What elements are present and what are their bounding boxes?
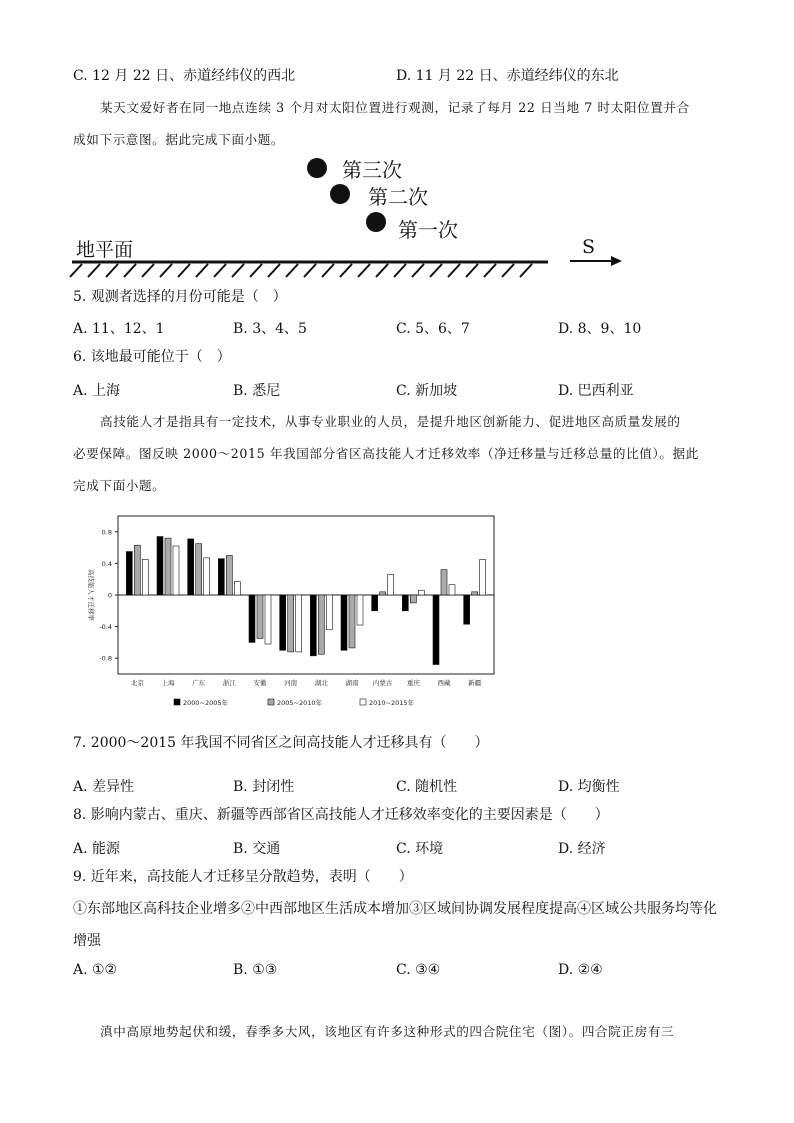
legend-label: 2000~2005年 xyxy=(183,699,229,707)
passage-2-line-3: 完成下面小题。 xyxy=(73,478,166,493)
x-tick-label: 西藏 xyxy=(437,679,451,687)
legend-label: 2010~2015年 xyxy=(369,699,415,707)
sun-first-observation xyxy=(366,212,386,232)
horizon-hatch-mark xyxy=(106,264,118,277)
bar xyxy=(410,595,416,603)
x-tick-label: 广东 xyxy=(192,679,206,687)
sun-third-observation xyxy=(307,158,327,178)
x-tick-label: 重庆 xyxy=(406,679,420,687)
q8-option-d[interactable]: D. 经济 xyxy=(558,841,606,857)
q7-option-c[interactable]: C. 随机性 xyxy=(396,779,458,795)
horizon-hatch-mark xyxy=(430,264,442,277)
horizon-hatch-mark xyxy=(484,264,496,277)
legend-swatch xyxy=(360,699,366,705)
q6-option-c[interactable]: C. 新加坡 xyxy=(396,383,458,399)
bar xyxy=(196,544,202,595)
horizon-hatch-mark xyxy=(160,264,172,277)
bar xyxy=(357,595,363,625)
y-tick-label: -0.8 xyxy=(99,654,112,663)
passage-1-line-2: 成如下示意图。据此完成下面小题。 xyxy=(73,132,285,147)
q9-option-a[interactable]: A. ①② xyxy=(73,962,118,978)
bar xyxy=(318,595,324,654)
passage-3-line-1: 滇中高原地势起伏和缓，春季多大风，该地区有许多这种形式的四合院住宅（图）。四合院正房有三 xyxy=(100,1024,675,1039)
y-tick-label: 0 xyxy=(107,591,112,600)
horizon-hatch-mark xyxy=(376,264,388,277)
horizon-hatch-mark xyxy=(394,264,406,277)
q6-option-a[interactable]: A. 上海 xyxy=(73,383,121,399)
legend-swatch xyxy=(174,699,180,705)
y-tick-label: 0.8 xyxy=(101,528,112,537)
horizon-hatch-mark xyxy=(268,264,280,277)
bar xyxy=(134,545,140,595)
horizon-hatch-mark xyxy=(178,264,190,277)
q6-stem: 6. 该地最可能位于（ ） xyxy=(73,349,231,365)
bar xyxy=(326,595,332,630)
q6-option-d[interactable]: D. 巴西利亚 xyxy=(558,383,634,399)
y-axis-label: 高技能人才迁移率 xyxy=(87,569,95,621)
horizon-hatch-mark xyxy=(448,264,460,277)
y-tick-label: 0.4 xyxy=(101,559,112,568)
horizon-hatch-mark xyxy=(286,264,298,277)
bar xyxy=(372,595,378,611)
horizon-hatch-mark xyxy=(196,264,208,277)
q4-option-d: D. 11 月 22 日、赤道经纬仪的东北 xyxy=(396,68,619,84)
label-second-observation: 第二次 xyxy=(368,185,428,209)
x-tick-label: 浙江 xyxy=(222,679,236,687)
bar xyxy=(165,538,171,595)
bar xyxy=(249,595,255,642)
q5-option-c[interactable]: C. 5、6、7 xyxy=(396,321,470,337)
x-tick-label: 内蒙古 xyxy=(372,679,393,687)
bar xyxy=(310,595,316,656)
q5-option-b[interactable]: B. 3、4、5 xyxy=(233,321,307,337)
bar xyxy=(204,558,210,595)
bar xyxy=(257,595,263,638)
bar xyxy=(280,595,286,650)
bar xyxy=(472,592,478,595)
bar xyxy=(418,590,424,595)
x-tick-label: 北京 xyxy=(130,679,144,687)
bar xyxy=(226,556,232,596)
bar xyxy=(218,559,224,595)
q4-option-c: C. 12 月 22 日、赤道经纬仪的西北 xyxy=(73,68,296,84)
y-tick-label: -0.4 xyxy=(99,623,112,632)
q9-statements-line-1: ①东部地区高科技企业增多②中西部地区生活成本增加③区域间协调发展程度提高④区域公共服务均等化 xyxy=(73,901,717,917)
bar xyxy=(173,546,179,595)
q9-option-c[interactable]: C. ③④ xyxy=(396,962,441,978)
passage-1 xyxy=(73,92,721,156)
bar xyxy=(388,574,394,595)
q8-option-b[interactable]: B. 交通 xyxy=(233,841,281,857)
bar xyxy=(402,595,408,611)
q7-stem: 7. 2000～2015 年我国不同省区之间高技能人才迁移具有（ ） xyxy=(73,735,489,751)
arrow-head-icon xyxy=(611,256,622,266)
passage-2-line-2: 必要保障。图反映 2000～2015 年我国部分省区高技能人才迁移效率（净迁移量与迁移总量的比值）。据此 xyxy=(73,446,699,461)
direction-label-south: S xyxy=(582,236,596,258)
q9-statements-line-2: 增强 xyxy=(73,933,101,949)
horizon-hatch-mark xyxy=(142,264,154,277)
bar xyxy=(349,595,355,648)
horizon-line xyxy=(0,255,794,285)
bar xyxy=(265,595,271,644)
x-tick-label: 湖南 xyxy=(345,679,359,687)
q9-stem: 9. 近年来，高技能人才迁移呈分散趋势，表明（ ） xyxy=(73,869,413,885)
q5-option-d[interactable]: D. 8、9、10 xyxy=(558,321,642,337)
horizon-hatch-mark xyxy=(340,264,352,277)
q5-option-a[interactable]: A. 11、12、1 xyxy=(73,321,165,337)
bar xyxy=(188,539,194,595)
bar xyxy=(142,559,148,595)
legend-label: 2005~2010年 xyxy=(277,699,323,707)
q8-stem: 8. 影响内蒙古、重庆、新疆等西部省区高技能人才迁移效率变化的主要因素是（ ） xyxy=(73,807,609,823)
bar xyxy=(341,595,347,650)
q7-option-b[interactable]: B. 封闭性 xyxy=(233,779,295,795)
passage-2-line-1: 高技能人才是指具有一定技术，从事专业职业的人员，是提升地区创新能力、促进地区高质量发展的 xyxy=(100,414,681,429)
bar xyxy=(234,582,240,595)
passage-1-line-1: 某天文爱好者在同一地点连续 3 个月对太阳位置进行观测，记录了每月 22 日当地 7 时太阳位置并合 xyxy=(100,100,690,115)
label-first-observation: 第一次 xyxy=(398,218,458,242)
horizon-hatch-mark xyxy=(502,264,514,277)
q9-option-d[interactable]: D. ②④ xyxy=(558,962,603,978)
horizon-hatch-mark xyxy=(214,264,226,277)
legend-swatch xyxy=(268,699,274,705)
bar xyxy=(464,595,470,624)
horizon-hatch-mark xyxy=(466,264,478,277)
q5-stem: 5. 观测者选择的月份可能是（ ） xyxy=(73,289,287,305)
passage-3 xyxy=(73,1016,721,1048)
migration-efficiency-chart xyxy=(80,510,520,715)
horizon-hatch-mark xyxy=(322,264,334,277)
q7-option-a[interactable]: A. 差异性 xyxy=(73,779,135,795)
horizon-hatch-mark xyxy=(70,264,82,277)
q7-option-d[interactable]: D. 均衡性 xyxy=(558,779,620,795)
horizon-hatch-mark xyxy=(412,264,424,277)
bar xyxy=(157,537,163,595)
x-tick-label: 湖北 xyxy=(314,679,328,687)
horizon-hatch-mark xyxy=(358,264,370,277)
horizon-hatch-mark xyxy=(250,264,262,277)
bar xyxy=(288,595,294,652)
horizon-hatch-mark xyxy=(232,264,244,277)
q6-option-b[interactable]: B. 悉尼 xyxy=(233,383,281,399)
horizon-label: 地平面 xyxy=(76,239,134,261)
x-tick-label: 河南 xyxy=(284,679,298,687)
horizon-hatch-mark xyxy=(88,264,100,277)
horizon-hatch-mark xyxy=(520,264,532,277)
x-tick-label: 上海 xyxy=(161,679,175,687)
q8-option-c[interactable]: C. 环境 xyxy=(396,841,444,857)
x-tick-label: 新疆 xyxy=(468,679,482,687)
bar xyxy=(433,595,439,665)
bar xyxy=(449,585,455,595)
bar xyxy=(480,559,486,595)
horizon-hatch-mark xyxy=(124,264,136,277)
horizon-hatch-mark xyxy=(304,264,316,277)
bar xyxy=(126,552,132,595)
bar xyxy=(441,570,447,595)
x-tick-label: 安徽 xyxy=(253,679,267,687)
sun-second-observation xyxy=(330,184,350,204)
label-third-observation: 第三次 xyxy=(342,158,402,182)
q8-option-a[interactable]: A. 能源 xyxy=(73,841,121,857)
bar xyxy=(296,595,302,652)
passage-2 xyxy=(73,406,721,502)
bar xyxy=(380,592,386,595)
q9-option-b[interactable]: B. ①③ xyxy=(233,962,278,978)
